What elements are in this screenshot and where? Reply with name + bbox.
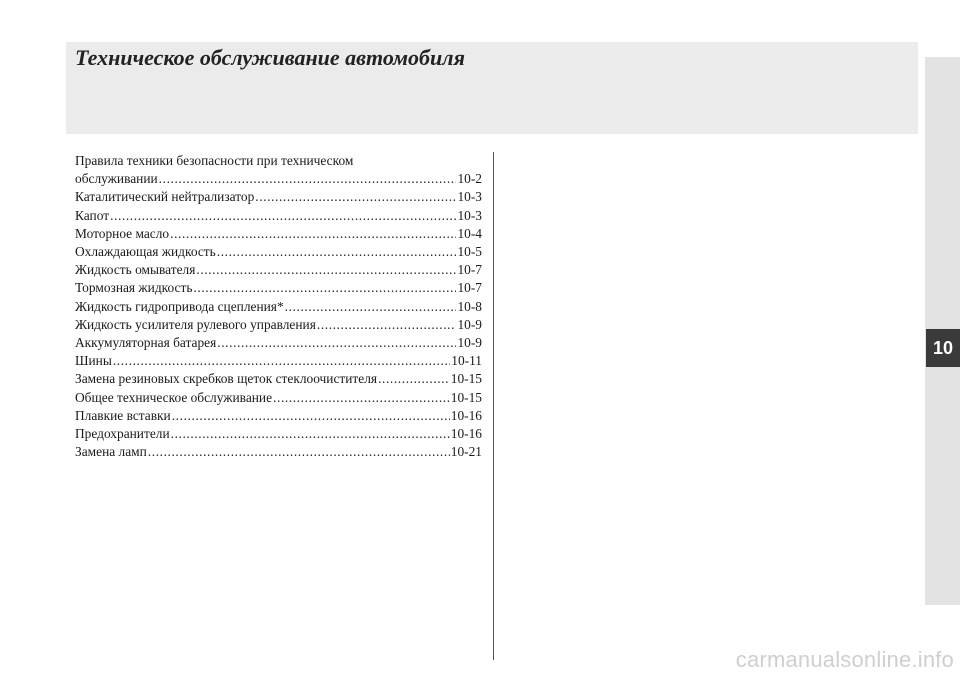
dot-leader (172, 407, 450, 425)
toc-entry-page: 10-15 (450, 389, 482, 405)
toc-entry-title: Предохранители (75, 426, 170, 442)
toc-entry-page: 10-3 (457, 207, 482, 223)
dot-leader (171, 425, 450, 443)
dot-leader (193, 279, 456, 297)
column-divider (493, 152, 494, 660)
dot-leader (217, 334, 456, 352)
toc-entry-title: Каталитический нейтрализатор (75, 189, 255, 205)
toc-entry-title: Жидкость усилителя рулевого управления (75, 316, 316, 332)
toc-entry-title: Тормозная жидкость (75, 280, 193, 296)
dot-leader (317, 316, 457, 334)
toc-entry-safety[interactable] (75, 152, 482, 188)
toc-entry-title: Общее техническое обслуживание (75, 389, 273, 405)
toc-entry-tires[interactable] (75, 352, 482, 370)
toc-entry-clutch-fluid[interactable] (75, 298, 482, 316)
toc-entry-coolant[interactable] (75, 243, 482, 261)
toc-entry-page: 10-2 (457, 171, 482, 187)
dot-leader (217, 243, 457, 261)
dot-leader (196, 261, 456, 279)
dot-leader (273, 389, 450, 407)
toc-entry-page: 10-16 (450, 426, 482, 442)
toc-entry-page: 10-9 (457, 316, 482, 332)
toc-entry-bulb-replacement[interactable] (75, 443, 482, 461)
toc-entry-title: Аккумуляторная батарея (75, 335, 217, 351)
toc-entry-page: 10-3 (457, 189, 482, 205)
toc-entry-hood[interactable] (75, 207, 482, 225)
toc-entry-page: 10-4 (457, 225, 482, 241)
toc-entry-page: 10-7 (457, 262, 482, 278)
toc-entry-title: обслуживании (75, 171, 158, 187)
toc-entry-page: 10-7 (457, 280, 482, 296)
toc-entry-wiper-blades[interactable] (75, 370, 482, 388)
toc-entry-brake-fluid[interactable] (75, 279, 482, 297)
toc-entry-page: 10-9 (457, 335, 482, 351)
toc-entry-general-maintenance[interactable] (75, 389, 482, 407)
dot-leader (113, 352, 450, 370)
dot-leader (285, 298, 457, 316)
toc-entry-engine-oil[interactable] (75, 225, 482, 243)
toc-entry-page: 10-11 (451, 353, 482, 369)
dot-leader (255, 188, 456, 206)
dot-leader (378, 370, 450, 388)
toc-entry-title: Охлаждающая жидкость (75, 244, 216, 260)
toc-entry-fusible-links[interactable] (75, 407, 482, 425)
toc-entry-title: Замена резиновых скребков щеток стеклоочистителя (75, 371, 378, 387)
dot-leader (148, 443, 450, 461)
toc-entry-page: 10-16 (450, 407, 482, 423)
toc-entry-title: Плавкие вставки (75, 407, 171, 423)
toc-entry-title: Жидкость омывателя (75, 262, 196, 278)
dot-leader (170, 225, 456, 243)
toc-entry-title-line1: Правила техники безопасности при техническом (75, 153, 354, 168)
toc-entry-washer-fluid[interactable] (75, 261, 482, 279)
chapter-title: Техническое обслуживание автомобиля (75, 45, 465, 70)
toc-entry-title: Капот (75, 207, 110, 223)
chapter-header (66, 42, 918, 134)
toc-entry-title: Замена ламп (75, 444, 147, 460)
toc-entry-catalytic-converter[interactable] (75, 188, 482, 206)
toc-entry-page: 10-21 (450, 444, 482, 460)
toc-entry-battery[interactable] (75, 334, 482, 352)
toc-entry-page: 10-8 (457, 298, 482, 314)
toc-entry-fuses[interactable] (75, 425, 482, 443)
chapter-number-badge[interactable]: 10 (926, 329, 960, 367)
site-watermark: carmanualsonline.info (735, 647, 954, 672)
toc-entry-power-steering-fluid[interactable] (75, 316, 482, 334)
toc-entry-page: 10-5 (457, 244, 482, 260)
dot-leader (159, 170, 457, 188)
toc-entry-title: Моторное масло (75, 225, 170, 241)
table-of-contents (75, 152, 482, 461)
dot-leader (110, 207, 456, 225)
toc-entry-title: Шины (75, 353, 112, 369)
toc-entry-title: Жидкость гидропривода сцепления* (75, 298, 284, 314)
toc-entry-page: 10-15 (450, 371, 482, 387)
